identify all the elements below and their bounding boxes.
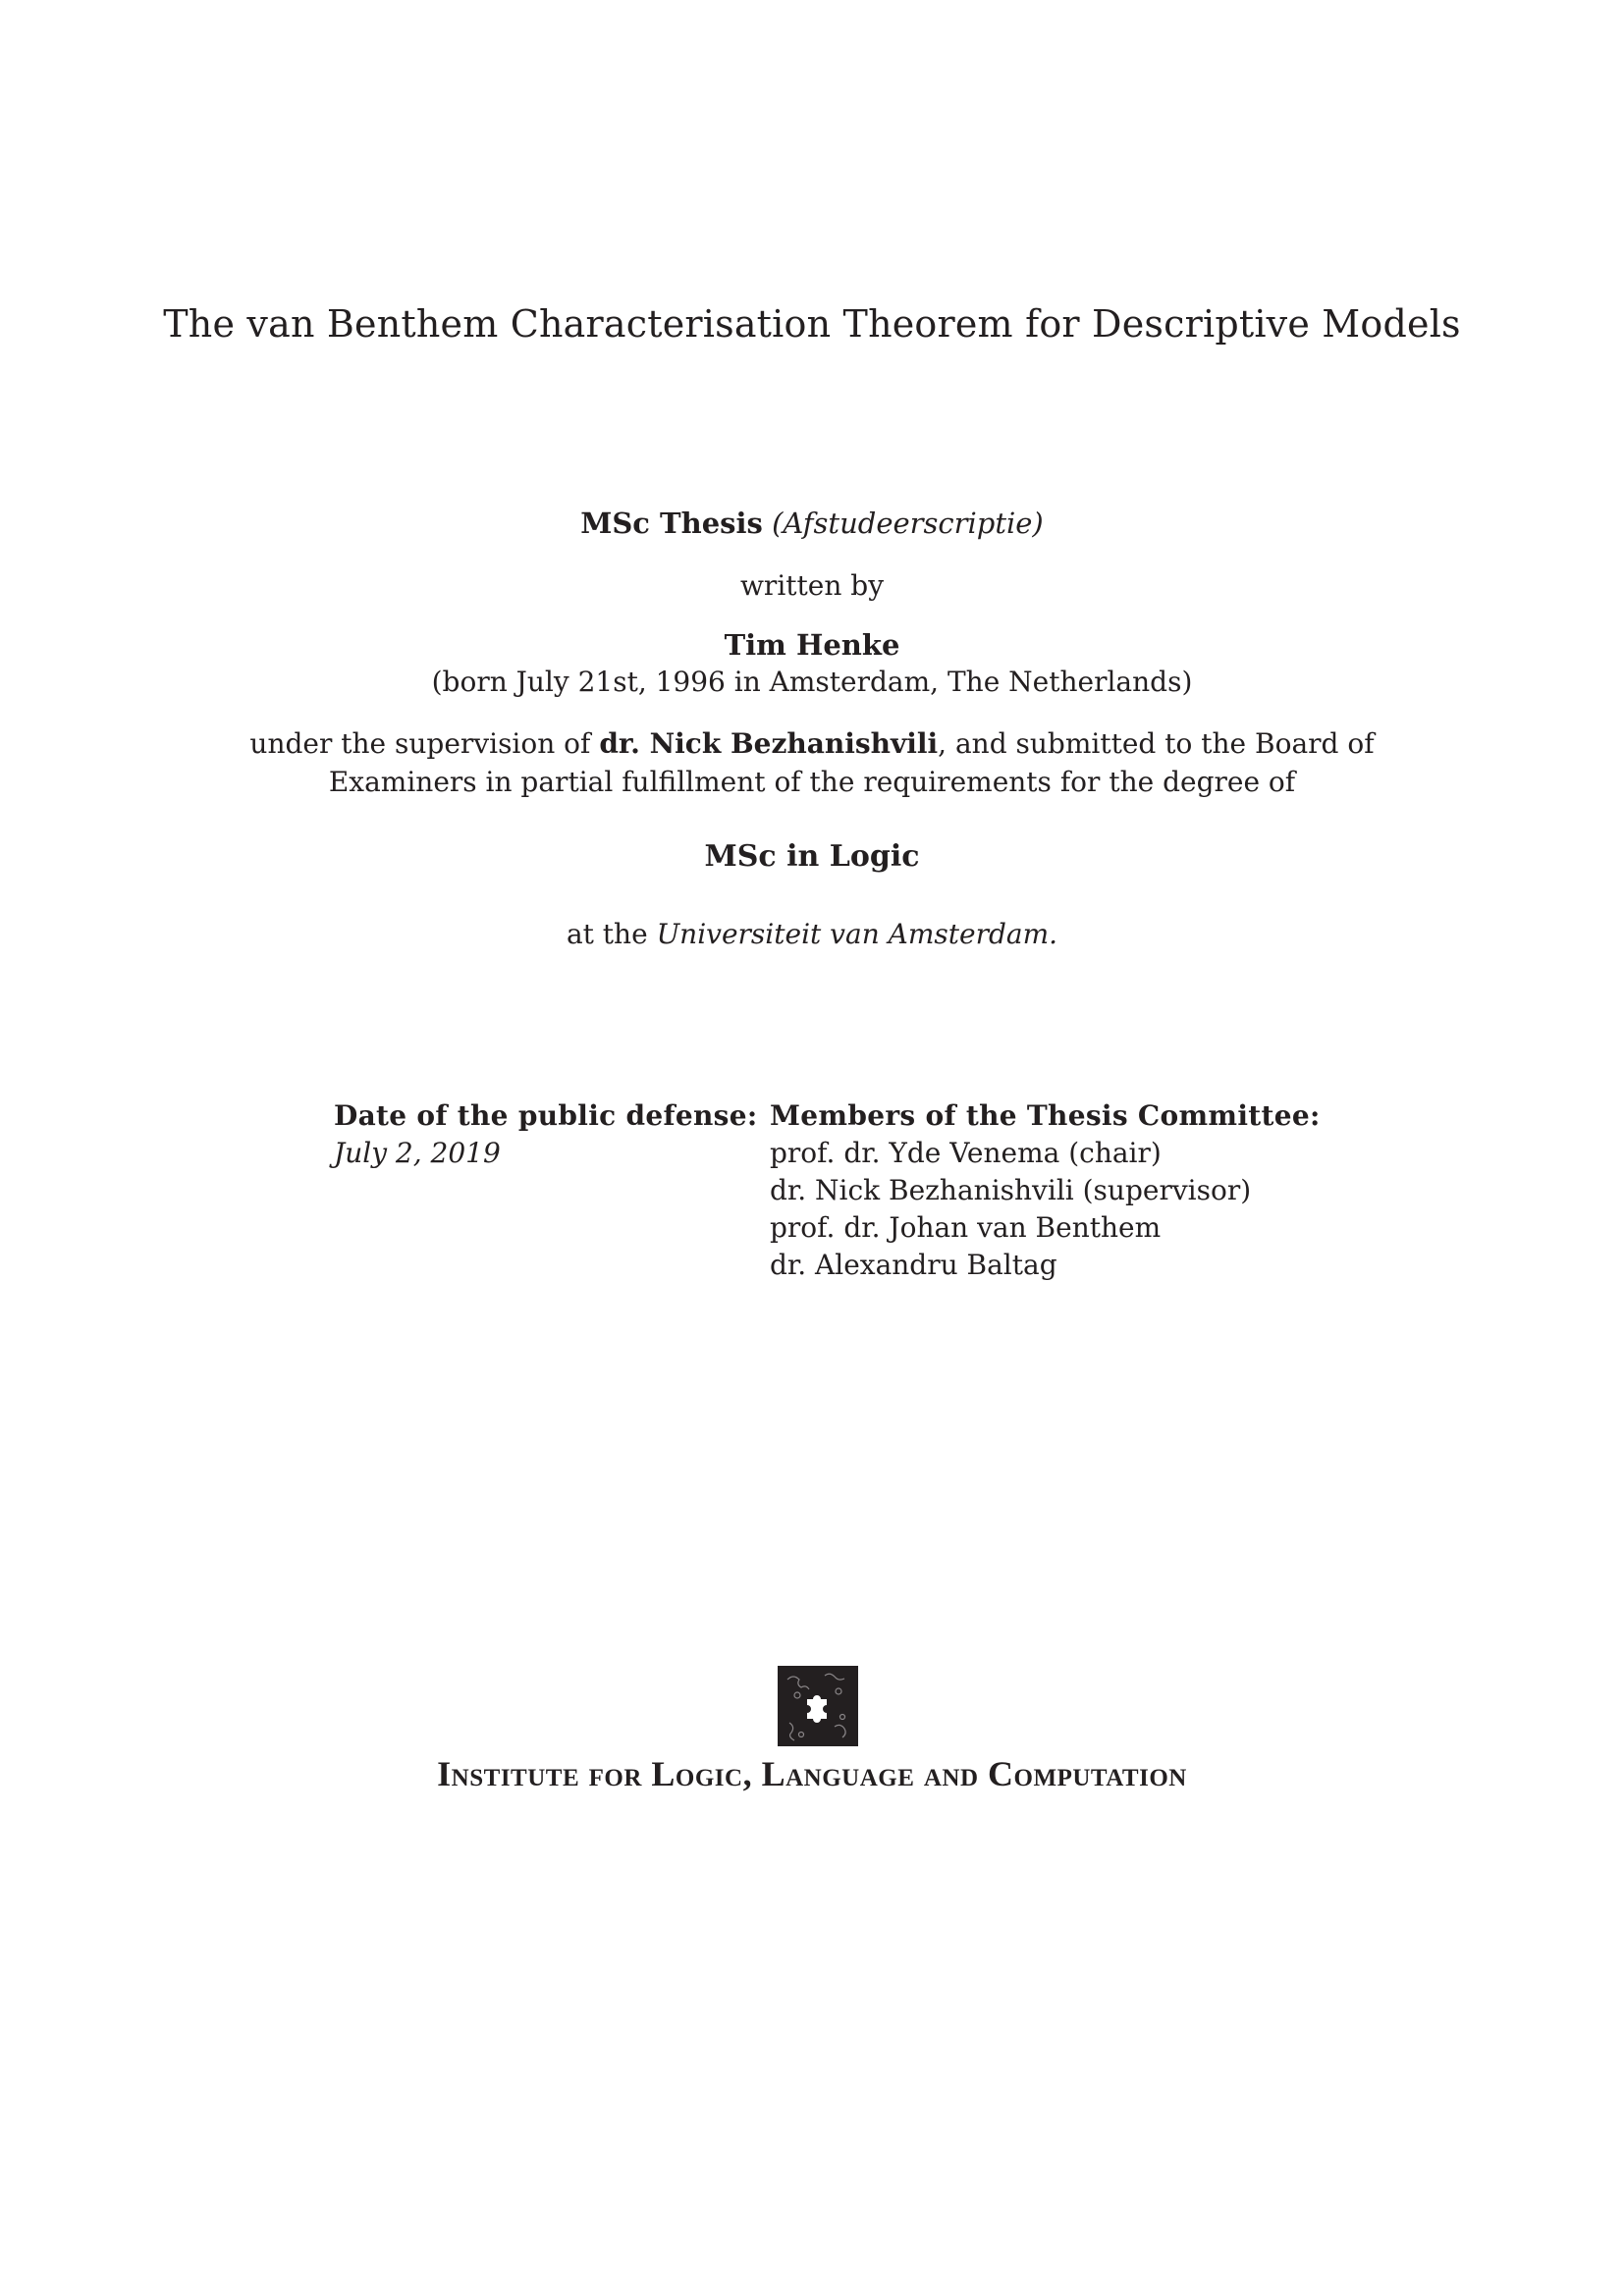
supervision-statement	[0, 724, 1624, 801]
defense-block	[334, 1097, 757, 1172]
illc-logo	[778, 1666, 858, 1746]
institute-name: Institute for Logic, Language and Computation	[437, 1754, 1187, 1793]
committee-member: prof. dr. Yde Venema (chair)	[770, 1137, 1162, 1169]
thesis-type-label: MSc Thesis	[580, 507, 763, 540]
degree: MSc in Logic	[704, 839, 920, 874]
author-name: Tim Henke	[724, 628, 900, 662]
defense-date: July 2, 2019	[334, 1137, 501, 1169]
defense-heading: Date of the public defense:	[334, 1099, 758, 1132]
university-line	[0, 918, 1624, 950]
author-birth-info: (born July 21st, 1996 in Amsterdam, The Netherlands)	[431, 666, 1193, 698]
thesis-type-dutch: (Afstudeerscriptie)	[772, 507, 1044, 540]
committee-member: prof. dr. Johan van Benthem	[770, 1211, 1162, 1244]
committee-block	[770, 1097, 1321, 1284]
supervision-suffix: , and submitted to the Board of	[938, 727, 1375, 760]
university-prefix: at the	[566, 918, 648, 950]
supervision-prefix: under the supervision of	[249, 727, 591, 760]
committee-member: dr. Nick Bezhanishvili (supervisor)	[770, 1174, 1252, 1206]
supervision-line-2: Examiners in partial fulfillment of the requirements for the degree of	[328, 766, 1296, 798]
supervision-line-1	[0, 724, 1624, 763]
university-name: Universiteit van Amsterdam.	[656, 918, 1058, 950]
committee-member: dr. Alexandru Baltag	[770, 1249, 1057, 1281]
thesis-title: The van Benthem Characterisation Theorem for Descriptive Models	[163, 302, 1461, 346]
puzzle-logo-icon	[778, 1666, 858, 1746]
thesis-type	[0, 507, 1624, 540]
committee-heading: Members of the Thesis Committee:	[770, 1099, 1321, 1132]
written-by: written by	[739, 569, 885, 602]
supervisor-name: dr. Nick Bezhanishvili	[599, 727, 939, 760]
